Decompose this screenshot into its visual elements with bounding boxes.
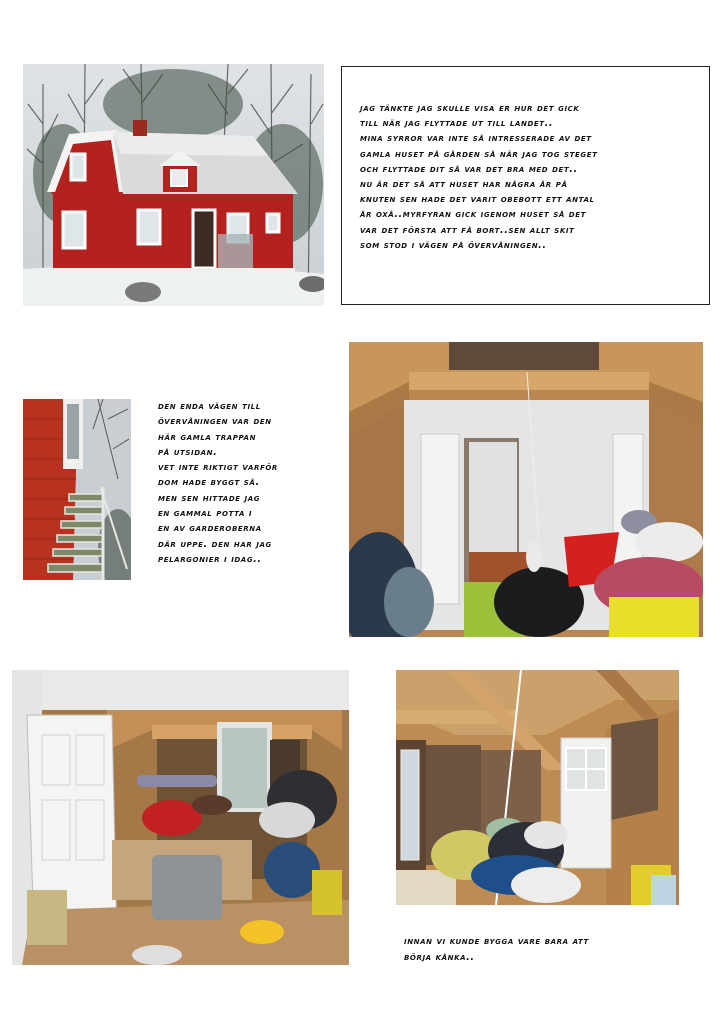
photo-outside-staircase bbox=[23, 399, 131, 580]
photo-attic-door bbox=[396, 670, 679, 905]
outro-text: innan vi kunde bygga vare bara att börja kånka.. bbox=[404, 936, 589, 963]
photo-red-house bbox=[23, 64, 324, 306]
intro-text: jag tänkte jag skulle visa er hur det gick till när jag flyttade ut till landet.. mina syrror var inte så intresserade av det gamla huset på gården så när jag tog steget och flyttade dit så var det bra med det.. nu är det så att huset har några år på knuten sen hade det varit obebott ett antal år oxå..myrfyran gick igenom huset så det var det första att få bort..sen allt skit som stod i vägen på övervåningen.. bbox=[360, 103, 598, 251]
photo-attic-clutter bbox=[349, 342, 703, 637]
stairs-text: den enda vägen till övervåningen var den här gamla trappan på utsidan. vet inte riktigt varför dom hade byggt så. men sen hittade jag en gammal potta i en av garderoberna där uppe. den har jag pelargonier i idag.. bbox=[158, 401, 278, 565]
intro-text-box bbox=[341, 66, 710, 305]
photo-attic-window bbox=[12, 670, 349, 965]
